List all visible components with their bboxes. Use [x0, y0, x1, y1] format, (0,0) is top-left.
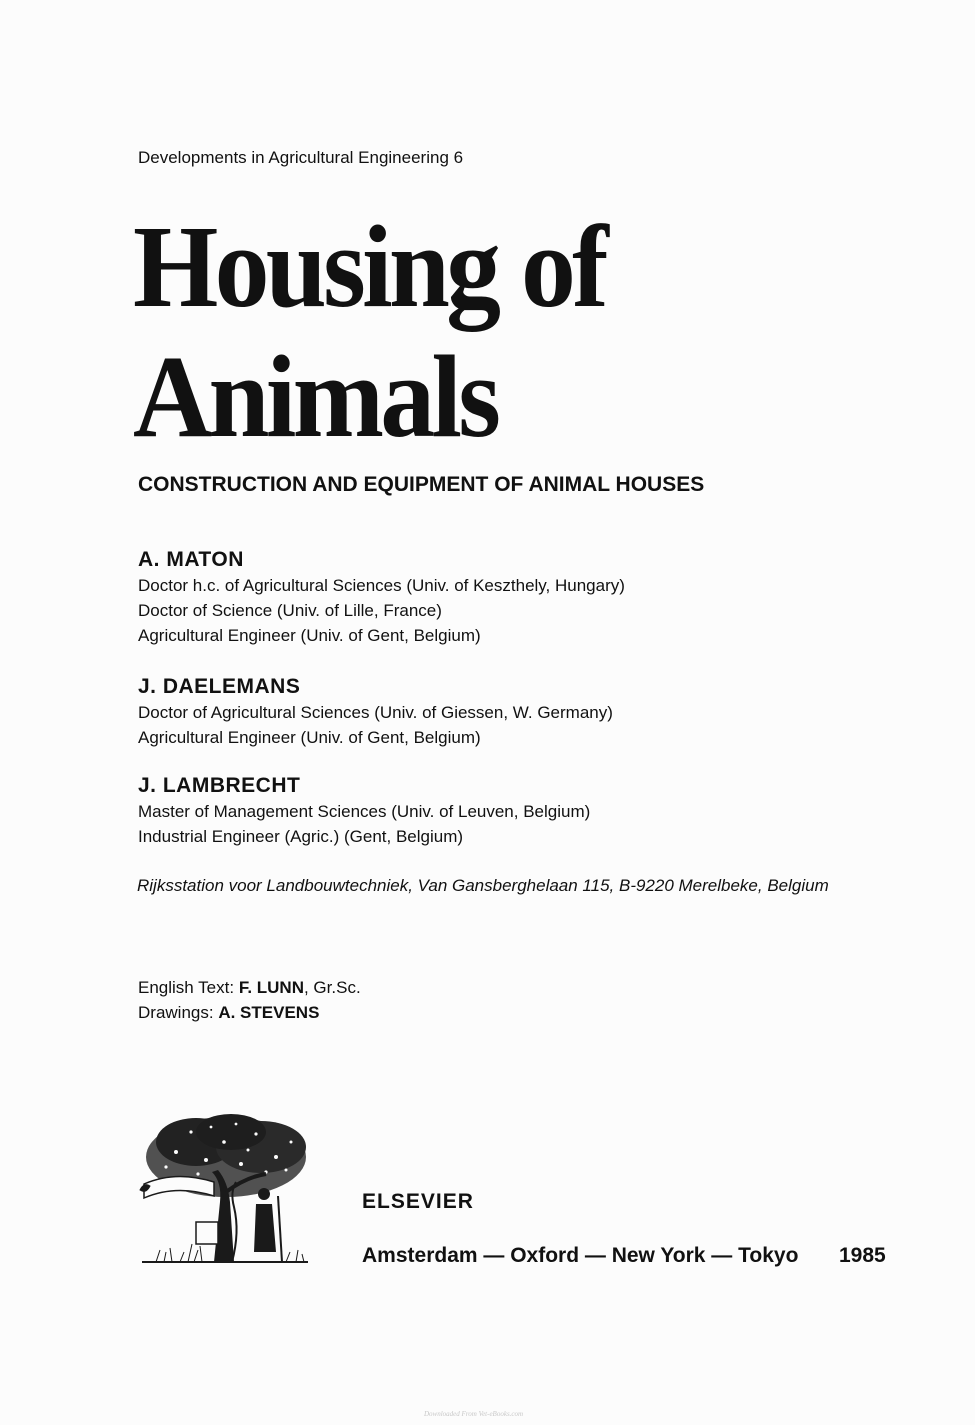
publisher-name: ELSEVIER [362, 1190, 474, 1213]
author-credential: Industrial Engineer (Agric.) (Gent, Belgium) [138, 827, 464, 846]
english-text-credit [138, 978, 361, 998]
elsevier-tree-logo-icon [136, 1112, 312, 1268]
publication-year: 1985 [839, 1244, 886, 1267]
book-subtitle: CONSTRUCTION AND EQUIPMENT OF ANIMAL HOUSES [138, 473, 705, 496]
credit-label: English Text: [138, 978, 235, 997]
translator-name: F. LUNN [238, 978, 304, 997]
author-credential: Doctor of Science (Univ. of Lille, France) [138, 601, 442, 620]
author-name-maton: A. MATON [138, 548, 244, 571]
institute-address: Rijksstation voor Landbouwtechniek, Van Gansberghelaan 115, B-9220 Merelbeke, Belgium [137, 876, 829, 895]
author-credential: Agricultural Engineer (Univ. of Gent, Belgium) [138, 728, 481, 747]
book-title-line-2: Animals [133, 331, 498, 462]
drawings-credit [138, 1003, 319, 1023]
download-watermark: Downloaded From Vet-eBooks.com [424, 1410, 524, 1418]
illustrator-name: A. STEVENS [218, 1003, 320, 1022]
translator-suffix: , Gr.Sc. [303, 978, 361, 997]
author-credential: Doctor of Agricultural Sciences (Univ. of Giessen, W. Germany) [138, 703, 613, 722]
author-credential: Agricultural Engineer (Univ. of Gent, Belgium) [138, 626, 481, 645]
book-title-line-1: Housing of [133, 201, 606, 332]
author-name-daelemans: J. DAELEMANS [138, 675, 301, 698]
author-credential: Doctor h.c. of Agricultural Sciences (Univ. of Keszthely, Hungary) [138, 576, 625, 595]
publisher-cities: Amsterdam — Oxford — New York — Tokyo [362, 1244, 799, 1267]
author-credential: Master of Management Sciences (Univ. of Leuven, Belgium) [138, 802, 591, 821]
credit-label: Drawings: [138, 1003, 214, 1022]
series-line: Developments in Agricultural Engineering 6 [138, 148, 464, 167]
author-name-lambrecht: J. LAMBRECHT [138, 774, 301, 797]
